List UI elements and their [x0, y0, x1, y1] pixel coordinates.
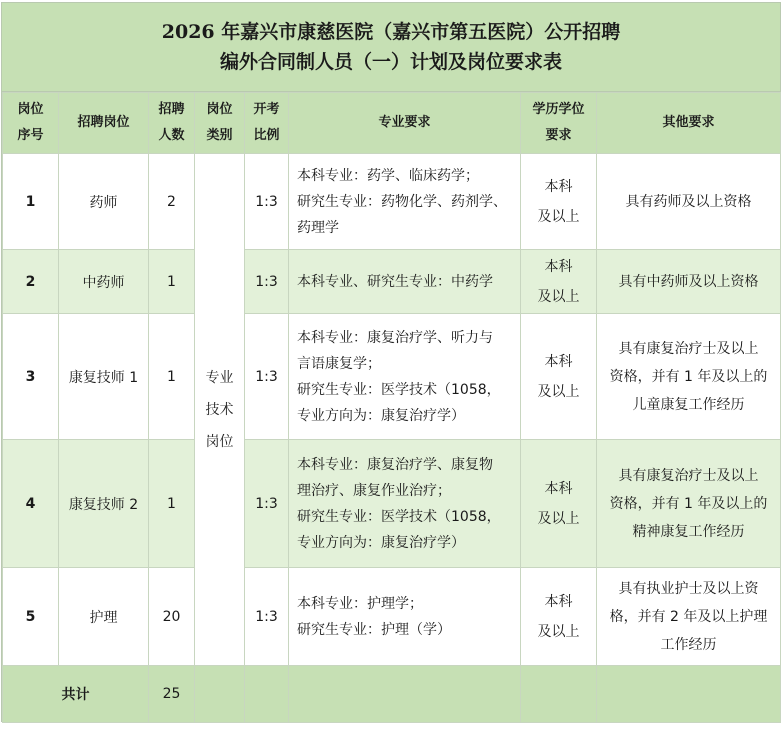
- row-other: 具有康复治疗士及以上 资格，并有 1 年及以上的 精神康复工作经历: [597, 440, 781, 568]
- header-post: 招聘岗位: [59, 93, 149, 154]
- row-ratio: 1:3: [245, 314, 289, 440]
- header-degree: 学历学位 要求: [521, 93, 597, 154]
- row-seq: 5: [3, 568, 59, 666]
- table-row: [3, 314, 781, 440]
- total-empty-cell: [195, 666, 245, 723]
- title-line-1: 2026 年嘉兴市康慈医院（嘉兴市第五医院）公开招聘: [161, 21, 621, 43]
- table-row: [3, 440, 781, 568]
- header-row: [3, 93, 781, 154]
- row-count: 1: [149, 440, 195, 568]
- row-major: 本科专业：药学、临床药学； 研究生专业：药物化学、药剂学、 药理学: [289, 154, 521, 250]
- table-row: [3, 154, 781, 250]
- table-row: [3, 568, 781, 666]
- row-count: 1: [149, 250, 195, 314]
- total-empty-cell: [521, 666, 597, 723]
- row-other: 具有康复治疗士及以上 资格，并有 1 年及以上的 儿童康复工作经历: [597, 314, 781, 440]
- header-other: 其他要求: [597, 93, 781, 154]
- row-seq: 1: [3, 154, 59, 250]
- header-major: 专业要求: [289, 93, 521, 154]
- row-ratio: 1:3: [245, 568, 289, 666]
- header-category: 岗位 类别: [195, 93, 245, 154]
- row-major: 本科专业、研究生专业：中药学: [289, 250, 521, 314]
- row-ratio: 1:3: [245, 154, 289, 250]
- row-post: 中药师: [59, 250, 149, 314]
- row-post: 药师: [59, 154, 149, 250]
- total-empty-cell: [289, 666, 521, 723]
- positions-table: [2, 92, 781, 723]
- header-ratio: 开考 比例: [245, 93, 289, 154]
- total-row: [3, 666, 781, 723]
- total-empty-cell: [245, 666, 289, 723]
- row-count: 20: [149, 568, 195, 666]
- header-seq: 岗位 序号: [3, 93, 59, 154]
- row-other: 具有中药师及以上资格: [597, 250, 781, 314]
- total-empty-cell: [597, 666, 781, 723]
- row-post: 护理: [59, 568, 149, 666]
- row-post: 康复技师 2: [59, 440, 149, 568]
- row-ratio: 1:3: [245, 250, 289, 314]
- row-seq: 3: [3, 314, 59, 440]
- row-degree: 本科 及以上: [521, 440, 597, 568]
- row-seq: 4: [3, 440, 59, 568]
- row-major: 本科专业：康复治疗学、康复物 理治疗、康复作业治疗； 研究生专业：医学技术（1058， 专业方向为：康复治疗学）: [289, 440, 521, 568]
- category-merged-cell: 专业 技术 岗位: [195, 154, 245, 666]
- row-degree: 本科 及以上: [521, 568, 597, 666]
- title-line-2: 编外合同制人员（一）计划及岗位要求表: [219, 51, 562, 73]
- total-count: 25: [149, 666, 195, 723]
- row-count: 2: [149, 154, 195, 250]
- table-title: [2, 3, 780, 92]
- header-count: 招聘 人数: [149, 93, 195, 154]
- table-row: [3, 250, 781, 314]
- total-label: 共计: [3, 666, 149, 723]
- row-other: 具有执业护士及以上资 格，并有 2 年及以上护理 工作经历: [597, 568, 781, 666]
- row-degree: 本科 及以上: [521, 154, 597, 250]
- row-seq: 2: [3, 250, 59, 314]
- row-degree: 本科 及以上: [521, 250, 597, 314]
- row-other: 具有药师及以上资格: [597, 154, 781, 250]
- row-count: 1: [149, 314, 195, 440]
- row-ratio: 1:3: [245, 440, 289, 568]
- row-post: 康复技师 1: [59, 314, 149, 440]
- row-major: 本科专业：康复治疗学、听力与 言语康复学； 研究生专业：医学技术（1058， 专业方向为：康复治疗学）: [289, 314, 521, 440]
- recruitment-table-sheet: [1, 2, 781, 722]
- row-degree: 本科 及以上: [521, 314, 597, 440]
- row-major: 本科专业：护理学； 研究生专业：护理（学）: [289, 568, 521, 666]
